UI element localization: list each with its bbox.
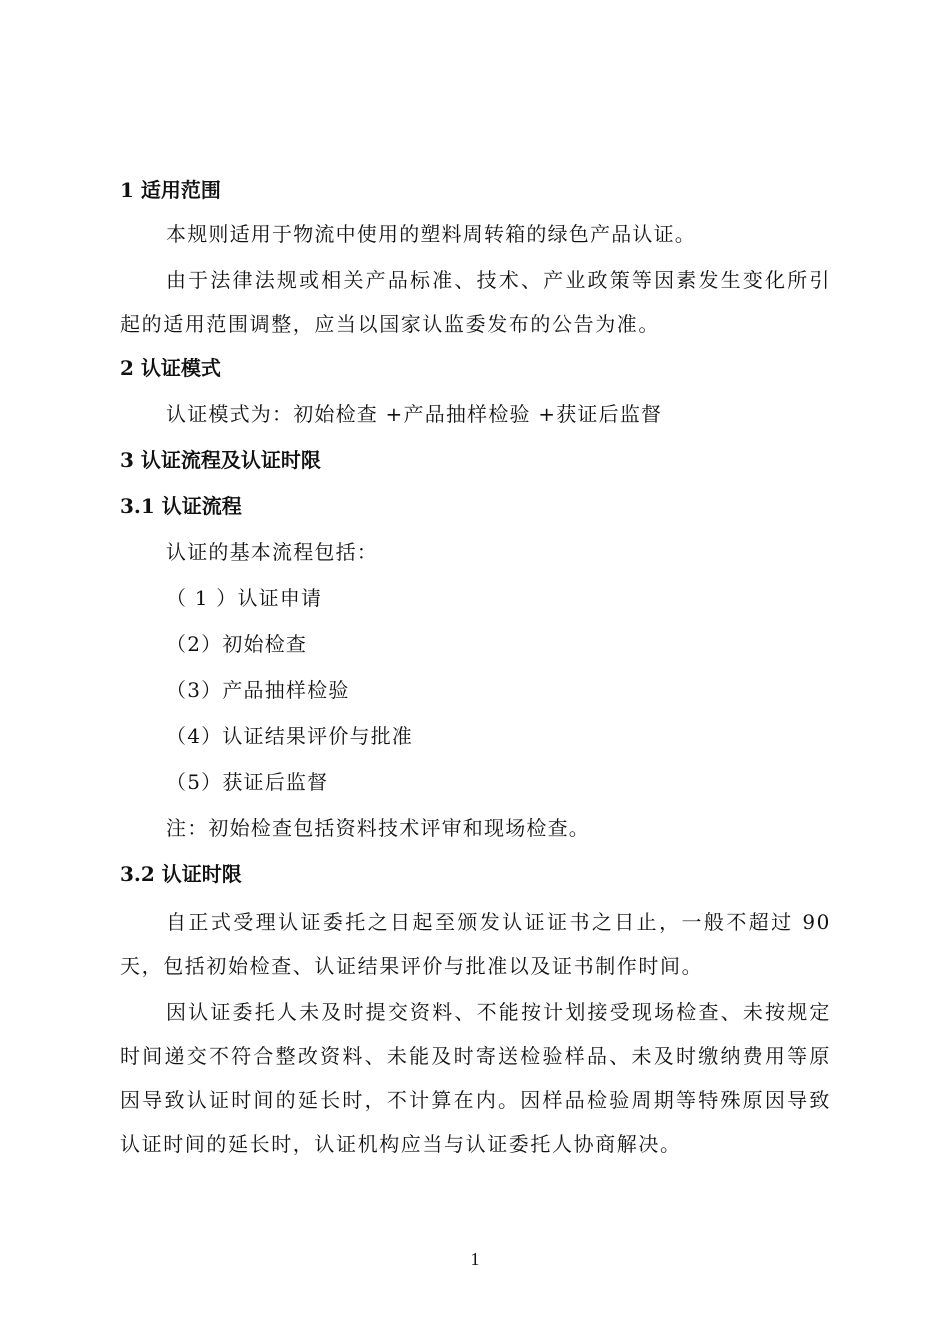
list-item: （5）获证后监督: [166, 770, 329, 794]
section-3-2-paragraph-1: 自正式受理认证委托之日起至颁发认证证书之日止，一般不超过 90天，包括初始检查、认证结果评价与批准以及证书制作时间。: [120, 910, 831, 978]
section-3-1-note: 注：初始检查包括资料技术评审和现场检查。: [166, 816, 590, 840]
document-body: [120, 168, 831, 1166]
section-3-1-title: 3.1 认证流程: [120, 494, 242, 518]
section-3-2-paragraph-2: 因认证委托人未及时提交资料、不能按计划接受现场检查、未按规定时间递交不符合整改资料、未能及时寄送检验样品、未及时缴纳费用等原因导致认证时间的延长时，不计算在内。因样品检验周期等特殊原因导致认证时间的延长时，认证机构应当与认证委托人协商解决。: [120, 1000, 831, 1156]
section-2-title: 2 认证模式: [120, 356, 221, 380]
section-2-paragraph-1: 认证模式为：初始检查 +产品抽样检验 +获证后监督: [166, 402, 663, 426]
section-1-paragraph-2: 由于法律法规或相关产品标准、技术、产业政策等因素发生变化所引起的适用范围调整，应当以国家认监委发布的公告为准。: [120, 268, 831, 336]
section-3-1-intro: 认证的基本流程包括：: [166, 540, 378, 564]
section-3-title: 3 认证流程及认证时限: [120, 448, 321, 472]
list-item: （2）初始检查: [166, 632, 308, 656]
list-item: （4）认证结果评价与批准: [166, 724, 414, 748]
section-1-title: 1 适用范围: [120, 178, 221, 202]
page-number: 1: [470, 1249, 480, 1269]
list-item: （3）产品抽样检验: [166, 678, 350, 702]
section-3-2-title: 3.2 认证时限: [120, 862, 242, 886]
list-item: （ 1 ）认证申请: [166, 586, 323, 610]
section-1-paragraph-1: 本规则适用于物流中使用的塑料周转箱的绿色产品认证。: [166, 222, 696, 246]
